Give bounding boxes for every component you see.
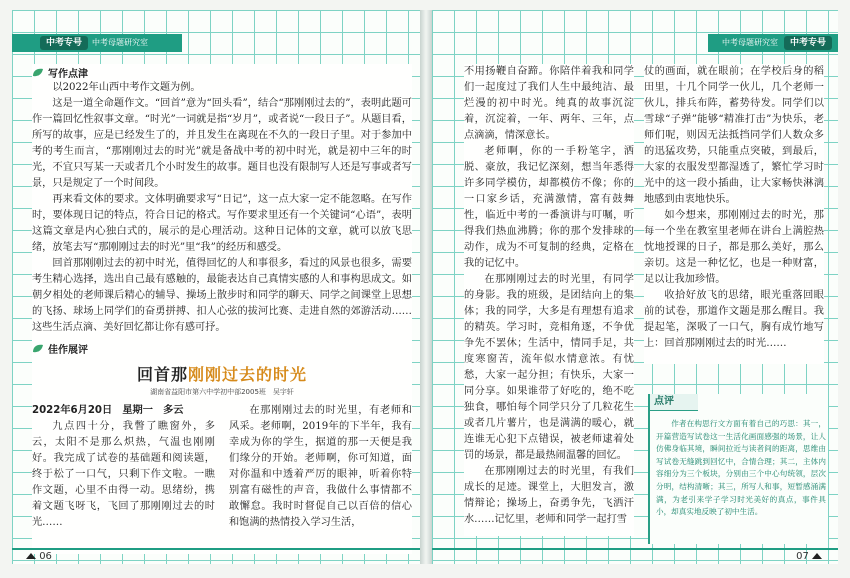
right-header-band — [708, 34, 838, 52]
essay-paragraph: 在那刚刚过去的时光里，有老师和风采。老师啊，2019年的下半年，我有幸成为你的学生，据道的那一天便是我们缘分的开始。老师啊，你可知道，面对你温和中透着严厉的眼神，听着你特别富有磁性的声音，我做什么事情都不敢懈怠。我时时督促自己以百倍的信心和饱满的热情投入学习生活， — [229, 405, 412, 528]
leaf-icon — [32, 68, 44, 77]
writing-points-paragraph: 再来看文体的要求。文体明确要求写“日记”，这一点大家一定不能忽略。在写作时，要体现日记的特点，符合日记的格式。写作要求里还有一个关键词“心语”，表明这篇文章是内心独白式的，展示的是心理活动。这种日记体的文章，就可以放飞思绪，放笔去写“那刚刚过去的时光”里“我”的经历和感受。 — [32, 194, 412, 253]
issue-tag: 中考专号 — [784, 36, 832, 50]
essay-paragraph: 仗的画面，就在眼前；在学校后身的稻田里，十几个同学一伙儿，几个老师一伙儿，排兵布阵，蓄势待发。同学们以雪球“子弹”能够“精准打击”为快乐，老师们呢，则因无法抵挡同学们人数众多的迅猛攻势，只能重点突破，到最后，大家的衣服发型都湿透了，繁忙学习时光中的这一段小插曲，让大家畅快淋漓地感到由衷地快乐。 — [644, 66, 824, 205]
triangle-icon — [26, 553, 36, 559]
excellent-essay-heading-label: 佳作展评 — [48, 344, 88, 356]
essay-title-prefix: 回首那 — [136, 365, 188, 384]
essay-title — [32, 362, 412, 385]
essay-column-1 — [32, 403, 215, 531]
excellent-essay-heading — [32, 340, 412, 356]
review-text: 作者在构思行文方面有着自己的巧思：其一，开篇营造写试卷这一生活化画面感强的场景，让人仿佛身临其境，瞬间拉近与读者间的距离，思维由写试卷无缝跳到回忆中，合情合理；其二，主体内容细分为三个板块，分别由三个中心句统领，层次分明，结构清晰；其三，所写人和事，短暂感涌满满，为老引来学子学习时光美好的真点，事件具小，却真实地反映了初中生活。 — [656, 419, 826, 517]
right-page-number — [796, 551, 822, 562]
left-page-number — [26, 551, 52, 562]
right-column-2 — [644, 64, 824, 364]
right-page-number-label: 07 — [796, 551, 809, 562]
right-page — [432, 10, 838, 564]
footer-rule — [432, 548, 838, 550]
essay-paragraph: 不用扬鞭自奋蹄。你陪伴着我和同学们一起度过了我们人生中最纯洁、最烂漫的初中时光。纯真的故事沉淀着，沉淀着，一年、两年、三年，点点滴滴，情深意长。 — [464, 66, 634, 141]
left-page-number-label: 06 — [39, 551, 52, 562]
essay-paragraph: 收拾好放飞的思绪，眼光重落回眼前的试卷，那道作文题是那么醒目。我提起笔，深吸了一口气，胸有成竹地写上：回首那刚刚过去的时光…… — [644, 290, 824, 349]
writing-points-heading-label: 写作点津 — [48, 68, 88, 80]
essay-paragraph: 九点四十分，我瞥了瞧窗外，多云，太阳不是那么炽热，气温也刚刚好。我完成了试卷的基础题和阅读题，终于松了一口气，只剩下作文啦。一瞧作文题，心里不由得一动。思绪纷，携着文题飞呀飞，飞回了那刚刚过去的时光…… — [32, 421, 215, 528]
column-subtitle: 中考母题研究室 — [722, 38, 778, 47]
book-gutter — [420, 10, 432, 564]
left-header-band — [12, 34, 182, 52]
essay-paragraph: 在那刚刚过去的时光里，有我们成长的足迹。课堂上，大胆发言，激情辩论；操场上，奋勇争先，飞洒汗水……记忆里，老师和同学一起打雪 — [464, 466, 634, 525]
left-page — [12, 10, 420, 564]
essay-paragraph: 如今想来，那刚刚过去的时光，那每一个坐在教室里老师在讲台上满腔热忱地授课的日子，都是那么美好，那么亲切。这是一种忆忆，也是一种财富，足以让我加珍惜。 — [644, 210, 824, 285]
essay-paragraph: 老师啊，你的一手粉笔字，洒脱、豪放，我记忆深刻，想当年悉得许多同学模仿，却都模仿不像；你的一口家乡话，充满激情，富有鼓舞性，临近中考的一番演讲与叮嘱，听得我们热血沸腾；你的那个发排球的动作，成为不可复制的经典，定格在我的记忆中。 — [464, 146, 634, 269]
essay-paragraph: 在那刚刚过去的时光里，有同学的身影。我的班级，是团结向上的集体；我的同学，大多是有理想有追求的精英。学习时，竞相角逐，不争优争先不罢休；生活中，情同手足，共度寒窗苦，流年似水情意浓。有忧愁，大家一起分担；有快乐，大家一同分享。如果谁带了好吃的，绝不吃独食，哪怕每个同学只分了几粒花生或者几片薯片，也是满满的暖心，就连谁无心犯下点错误，被老师逮着处罚的场景，都是最热闹温馨的回忆。 — [464, 274, 634, 461]
right-column-1 — [464, 64, 634, 536]
column-subtitle: 中考母题研究室 — [92, 38, 148, 47]
writing-points-heading — [32, 64, 412, 80]
essay-column-2 — [229, 403, 412, 531]
writing-points-paragraph: 回首那刚刚过去的初中时光，值得回忆的人和事很多，看过的风景也很多，需要考生精心选择，选出自己最有感触的，最能表达自己真情实感的人和事构思成文。如朝夕相处的老师课后精心的辅导、操场上散步时和同学的聊天、同学之间课堂上思想的飞扬、球场上同学们的奋勇拼搏、扣人心弦的拔河比赛、走进自然的郊游活动……这些生活点滴、美好回忆都让你有感可抒。 — [32, 258, 412, 333]
review-box — [648, 394, 828, 544]
essay-byline: 湖南省益阳市第六中学初中部2005班 吴宇轩 — [150, 388, 294, 396]
writing-points-paragraph: 以2022年山西中考作文题为例。 — [52, 82, 201, 93]
essay-columns — [32, 403, 412, 531]
essay-title-highlight: 刚刚过去的时光 — [188, 365, 308, 384]
triangle-icon — [812, 553, 822, 559]
writing-points-paragraph: 这是一道全命题作文。“回首”意为“回头看”，结合“那刚刚过去的”，表明此题可作一篇回忆性叙事文章。“时光”一词就是指“岁月”，或者说“一段日子”。从题目看，所写的故事，应是已经发生了的，并且发生在离现在不久的一段日子里。对于参加中考的考生而言，“那刚刚过去的时光”就是备战中考的初中时光，就是初中三年的时光，不宜只写某一天或者几个小时发生的故事。题目也没有限制写人还是写事或者写景，只是规定了一个时间段。 — [32, 98, 412, 189]
issue-tag: 中考专号 — [40, 36, 88, 50]
footer-rule — [12, 548, 420, 550]
review-heading: 点评 — [650, 394, 698, 411]
leaf-icon — [32, 344, 44, 353]
diary-dateline: 2022年6月20日 星期一 多云 — [32, 405, 184, 416]
left-text-panel — [32, 64, 412, 554]
